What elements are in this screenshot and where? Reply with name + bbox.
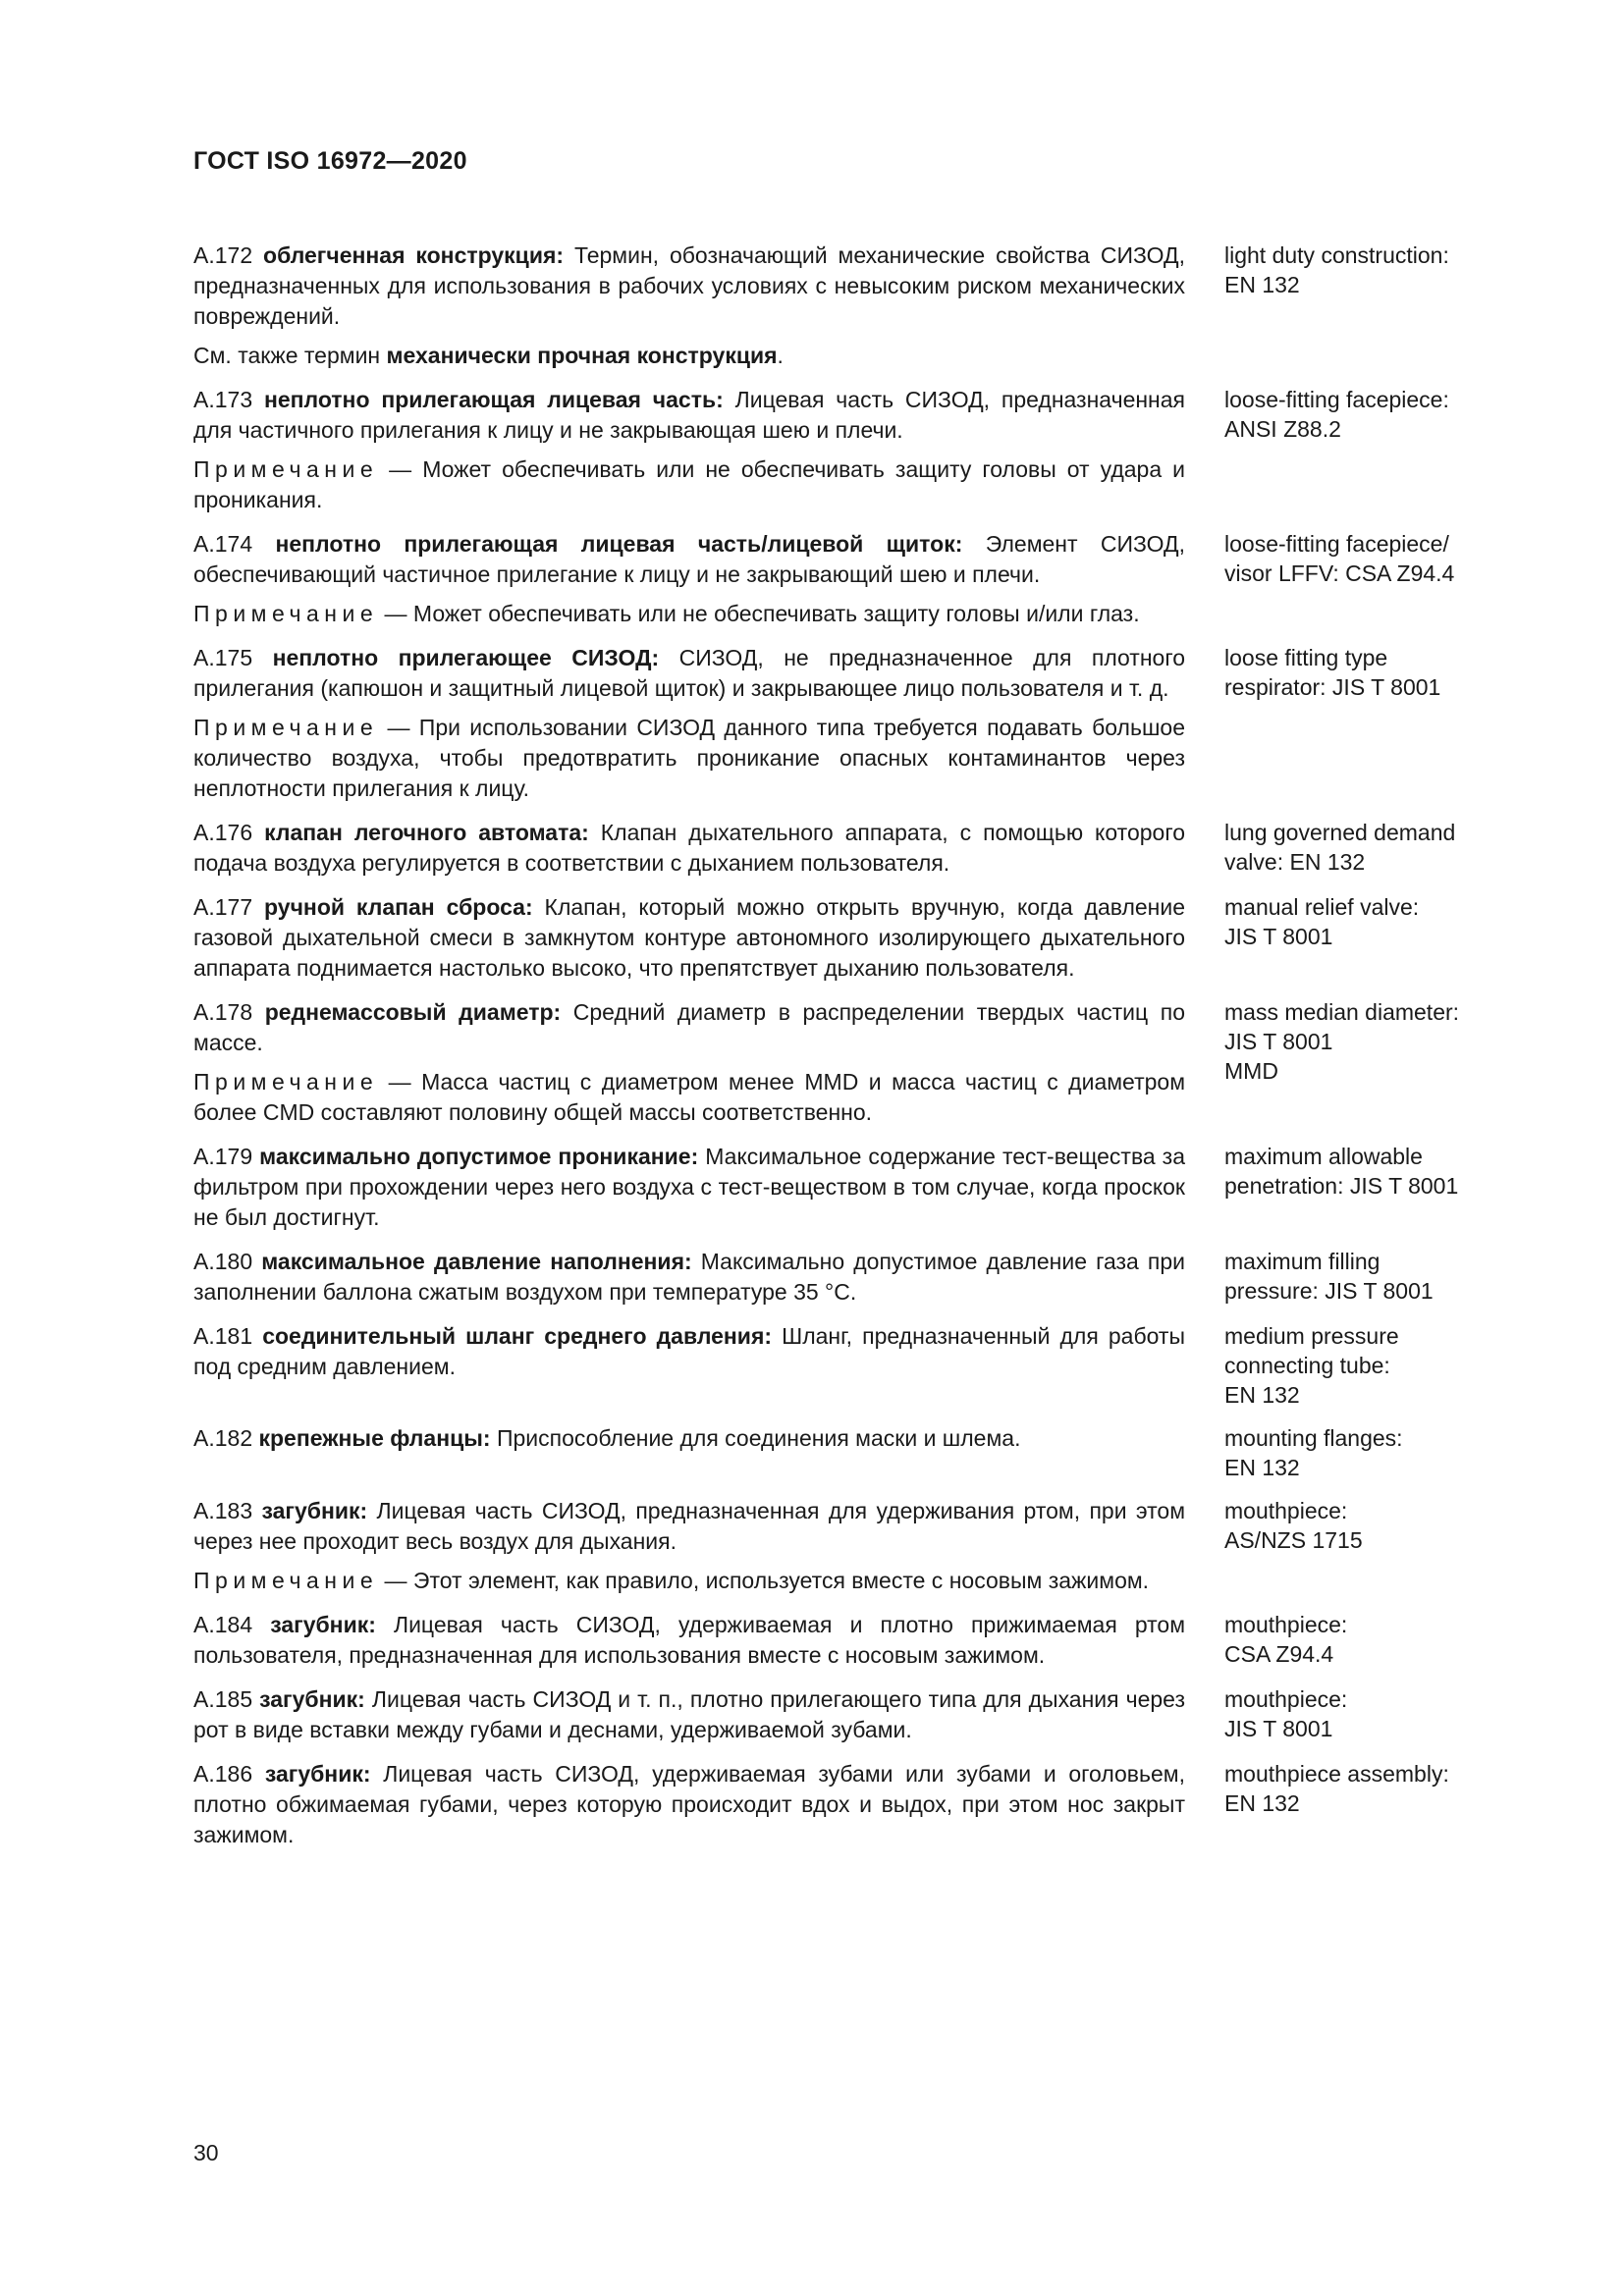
term-definition-column (193, 1684, 1185, 1745)
term-number: А.172 (193, 242, 253, 268)
source-term-line: light duty construction: (1224, 242, 1449, 268)
term-definition: Элемент СИЗОД, обеспечивающий частичное прилегание к лицу и не закрывающий шею и плечи. (193, 531, 1186, 587)
term-name: загубник: (259, 1686, 365, 1712)
term-entry (193, 997, 1489, 1128)
note-label: Примечание (193, 1069, 379, 1095)
source-term-line: respirator: JIS T 8001 (1224, 674, 1441, 700)
source-term-line: JIS T 8001 (1224, 1716, 1333, 1741)
term-number: А.176 (193, 820, 253, 845)
definition-paragraph (193, 892, 1185, 984)
source-term-line: EN 132 (1224, 1790, 1300, 1816)
term-number: А.183 (193, 1498, 253, 1523)
note-label: Примечание (193, 601, 379, 626)
note-label: Примечание (193, 715, 379, 740)
term-entry (193, 1496, 1489, 1596)
term-definition-column (193, 1142, 1185, 1233)
definition-paragraph (193, 385, 1185, 446)
note-text: — Масса частиц с диаметром менее MMD и масса частиц с диаметром более CMD составляют половину общей массы соответственно. (193, 1069, 1186, 1125)
term-entry (193, 1610, 1489, 1671)
term-definition-column (193, 643, 1185, 804)
see-also-suffix: . (777, 343, 784, 368)
term-number: А.178 (193, 999, 253, 1025)
source-term-line: pressure: JIS T 8001 (1224, 1278, 1434, 1304)
term-name: максимально допустимое проникание: (259, 1144, 699, 1169)
term-definition-column (193, 1759, 1185, 1850)
source-term-column (1224, 818, 1489, 879)
term-name: реднемассовый диаметр: (264, 999, 562, 1025)
source-term-line: maximum allowable (1224, 1144, 1423, 1169)
term-name: клапан легочного автомата: (264, 820, 589, 845)
term-definition: Лицевая часть СИЗОД, удерживаемая зубами или зубами и оголовьем, плотно обжимаемая губами, через которую происходит вдох и выдох, при этом нос закрыт зажимом. (193, 1761, 1186, 1847)
term-entry (193, 1423, 1489, 1482)
term-entry (193, 818, 1489, 879)
term-number: А.185 (193, 1686, 253, 1712)
term-definition: Клапан дыхательного аппарата, с помощью которого подача воздуха регулируется в соответствии с дыханием пользователя. (193, 820, 1185, 876)
source-term-line: connecting tube: (1224, 1353, 1390, 1378)
source-term-column (1224, 1759, 1489, 1850)
definition-paragraph (193, 1247, 1185, 1308)
note-paragraph (193, 454, 1185, 515)
definition-paragraph (193, 1759, 1185, 1850)
source-term-column (1224, 240, 1489, 371)
term-name: неплотно прилегающая лицевая часть: (263, 387, 724, 412)
source-term-column (1224, 1247, 1489, 1308)
source-term-line: penetration: JIS T 8001 (1224, 1173, 1459, 1199)
term-definition: Лицевая часть СИЗОД, предназначенная для частичного прилегания к лицу и не закрывающая шею и плечи. (193, 387, 1186, 443)
term-entry (193, 529, 1489, 629)
definition-paragraph (193, 529, 1185, 590)
term-name: неплотно прилегающее СИЗОД: (272, 645, 660, 670)
source-term-line: mounting flanges: (1224, 1425, 1403, 1451)
note-paragraph (193, 599, 1185, 629)
source-term-line: JIS T 8001 (1224, 924, 1333, 949)
note-paragraph (193, 1566, 1185, 1596)
source-term-line: medium pressure (1224, 1323, 1399, 1349)
definition-paragraph (193, 1496, 1185, 1557)
term-definition: Лицевая часть СИЗОД и т. п., плотно прилегающего типа для дыхания через рот в виде вставки между губами и деснами, удерживаемой зубами. (193, 1686, 1186, 1742)
definition-paragraph (193, 1142, 1185, 1233)
page-number: 30 (193, 2140, 219, 2165)
term-number: А.186 (193, 1761, 253, 1787)
see-also-term: механически прочная конструкция (386, 343, 778, 368)
source-term-line: maximum filling (1224, 1249, 1380, 1274)
source-term-line: mouthpiece: (1224, 1498, 1348, 1523)
note-paragraph (193, 1067, 1185, 1128)
definition-paragraph (193, 1610, 1185, 1671)
source-term-column (1224, 1496, 1489, 1596)
term-number: А.180 (193, 1249, 253, 1274)
term-definition: Клапан, который можно открыть вручную, когда давление газовой дыхательной смеси в замкнутом контуре автономного изолирующего дыхательного аппарата поднимается настолько высоко, что препятствует дыханию пользователя. (193, 894, 1185, 981)
note-text: — При использовании СИЗОД данного типа требуется подавать большое количество воздуха, чтобы предотвратить проникание опасных контаминантов через неплотности прилегания к лицу. (193, 715, 1185, 801)
source-term-column (1224, 1610, 1489, 1671)
source-term-line: EN 132 (1224, 1382, 1300, 1408)
term-definition: Максимально допустимое давление газа при заполнении баллона сжатым воздухом при температуре 35 °С. (193, 1249, 1186, 1305)
source-term-column (1224, 1142, 1489, 1233)
term-definition-column (193, 1610, 1185, 1671)
term-definition: Приспособление для соединения маски и шлема. (496, 1425, 1021, 1451)
note-label: Примечание (193, 456, 379, 482)
definition-paragraph (193, 1684, 1185, 1745)
term-definition: Лицевая часть СИЗОД, предназначенная для удерживания ртом, при этом через нее проходит весь воздух для дыхания. (193, 1498, 1186, 1554)
source-term-line: valve: EN 132 (1224, 849, 1366, 875)
term-entry (193, 240, 1489, 371)
definition-paragraph (193, 643, 1185, 704)
note-text: — Может обеспечивать или не обеспечивать защиту головы от удара и проникания. (193, 456, 1185, 512)
source-term-line: loose-fitting facepiece: (1224, 387, 1449, 412)
source-term-column (1224, 385, 1489, 515)
term-name: загубник: (261, 1498, 368, 1523)
source-term-line: mouthpiece: (1224, 1612, 1348, 1637)
term-definition: Средний диаметр в распределении твердых частиц по массе. (193, 999, 1186, 1055)
term-definition-column (193, 1496, 1185, 1596)
source-term-line: AS/NZS 1715 (1224, 1527, 1363, 1553)
term-number: А.174 (193, 531, 253, 557)
term-number: А.177 (193, 894, 253, 920)
term-definition-column (193, 240, 1185, 371)
term-entry (193, 385, 1489, 515)
term-definition: СИЗОД, не предназначенное для плотного прилегания (капюшон и защитный лицевой щиток) и закрывающее лицо пользователя и т. д. (193, 645, 1185, 701)
source-term-line: loose-fitting facepiece/ (1224, 531, 1449, 557)
term-entry (193, 1759, 1489, 1850)
note-label: Примечание (193, 1568, 379, 1593)
source-term-line: mass median diameter: (1224, 999, 1460, 1025)
term-definition: Лицевая часть СИЗОД, удерживаемая и плотно прижимаемая ртом пользователя, предназначенная для использования вместе с носовым зажимом. (193, 1612, 1186, 1668)
definition-paragraph (193, 240, 1185, 332)
term-definition: Максимальное содержание тест-вещества за фильтром при прохождении через него воздуха с тест-веществом в том случае, когда проскок не был достигнут. (193, 1144, 1186, 1230)
source-term-line: loose fitting type (1224, 645, 1388, 670)
definition-paragraph (193, 1321, 1185, 1382)
source-term-line: ANSI Z88.2 (1224, 416, 1341, 442)
term-name: соединительный шланг среднего давления: (262, 1323, 773, 1349)
term-definition-column (193, 529, 1185, 629)
term-number: А.182 (193, 1425, 253, 1451)
source-term-line: JIS T 8001 (1224, 1029, 1333, 1054)
source-term-line: EN 132 (1224, 1455, 1300, 1480)
term-number: А.181 (193, 1323, 253, 1349)
source-term-column (1224, 1684, 1489, 1745)
definition-paragraph (193, 818, 1185, 879)
term-name: неплотно прилегающая лицевая часть/лицевой щиток: (275, 531, 963, 557)
term-definition-column (193, 892, 1185, 984)
source-term-column (1224, 1423, 1489, 1482)
term-number: А.184 (193, 1612, 253, 1637)
source-term-column (1224, 1321, 1489, 1410)
source-term-column (1224, 892, 1489, 984)
definition-paragraph (193, 1423, 1185, 1454)
see-also-paragraph (193, 341, 1185, 371)
term-definition-column (193, 1423, 1185, 1482)
source-term-line: visor LFFV: CSA Z94.4 (1224, 561, 1455, 586)
term-definition-column (193, 1321, 1185, 1410)
term-entry (193, 892, 1489, 984)
term-entry (193, 1321, 1489, 1410)
note-paragraph (193, 713, 1185, 804)
term-name: ручной клапан сброса: (264, 894, 533, 920)
term-name: крепежные фланцы: (258, 1425, 491, 1451)
source-term-line: mouthpiece: (1224, 1686, 1348, 1712)
note-text: — Может обеспечивать или не обеспечивать защиту головы и/или глаз. (384, 601, 1140, 626)
term-name: загубник: (270, 1612, 376, 1637)
term-name: облегченная конструкция: (263, 242, 565, 268)
term-number: А.173 (193, 387, 253, 412)
term-entry (193, 1684, 1489, 1745)
source-term-line: manual relief valve: (1224, 894, 1420, 920)
source-term-line: CSA Z94.4 (1224, 1641, 1334, 1667)
term-entry (193, 1247, 1489, 1308)
term-number: А.175 (193, 645, 253, 670)
source-term-column (1224, 643, 1489, 804)
term-entries (193, 240, 1489, 1864)
term-number: А.179 (193, 1144, 253, 1169)
term-definition-column (193, 818, 1185, 879)
definition-paragraph (193, 997, 1185, 1058)
source-term-line: MMD (1224, 1058, 1278, 1084)
source-term-column (1224, 997, 1489, 1128)
source-term-line: EN 132 (1224, 272, 1300, 297)
source-term-line: lung governed demand (1224, 820, 1456, 845)
source-term-line: mouthpiece assembly: (1224, 1761, 1449, 1787)
term-entry (193, 1142, 1489, 1233)
note-text: — Этот элемент, как правило, используется вместе с носовым зажимом. (384, 1568, 1150, 1593)
term-definition: Термин, обозначающий механические свойства СИЗОД, предназначенных для использования в рабочих условиях с невысоким риском механических повреждений. (193, 242, 1186, 329)
term-name: максимальное давление наполнения: (261, 1249, 692, 1274)
see-also-prefix: См. также термин (193, 343, 387, 368)
term-definition: Шланг, предназначенный для работы под средним давлением. (193, 1323, 1185, 1379)
document-header: ГОСТ ISO 16972—2020 (193, 147, 467, 175)
term-definition-column (193, 997, 1185, 1128)
source-term-column (1224, 529, 1489, 629)
term-entry (193, 643, 1489, 804)
term-definition-column (193, 1247, 1185, 1308)
term-definition-column (193, 385, 1185, 515)
term-name: загубник: (264, 1761, 371, 1787)
